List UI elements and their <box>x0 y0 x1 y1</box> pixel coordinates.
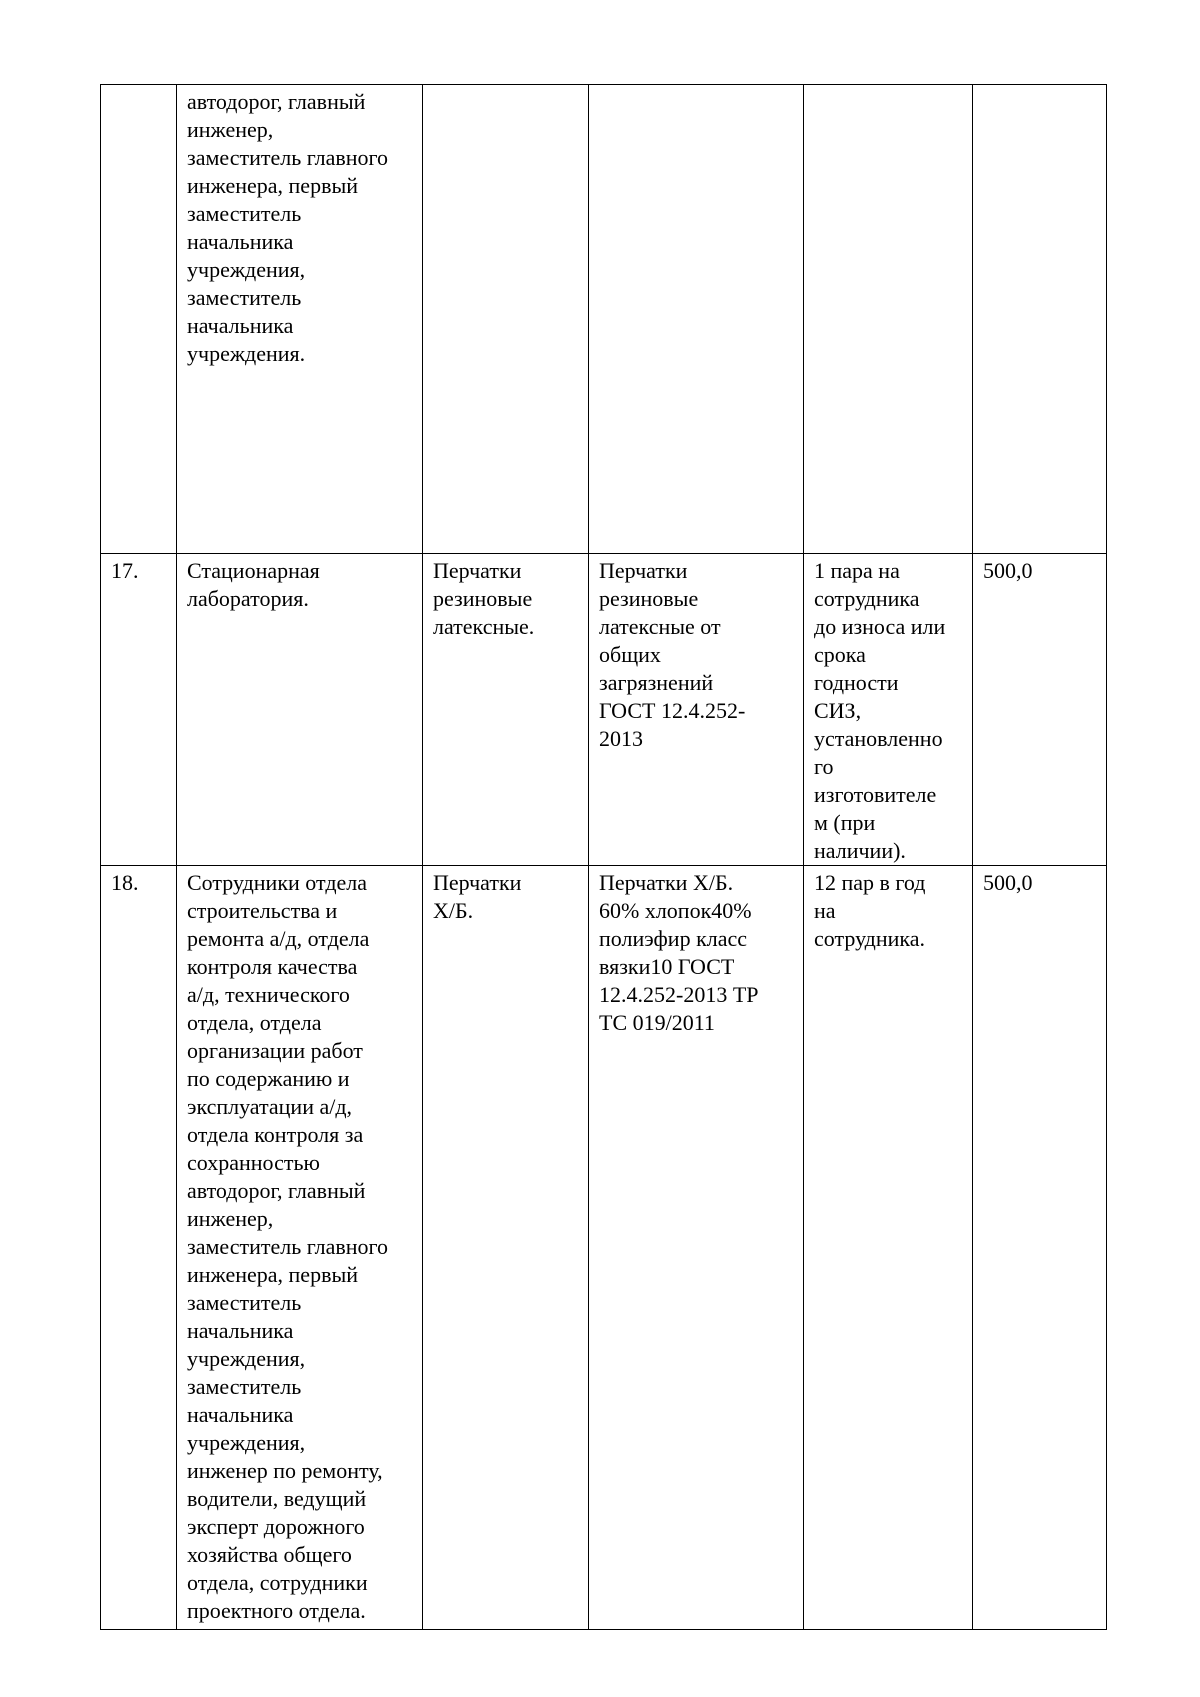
table-row <box>101 866 1107 1630</box>
row-number: 17. <box>101 554 177 866</box>
ppe-item <box>423 85 589 554</box>
price: 500,0 <box>973 866 1107 1630</box>
table-row <box>101 85 1107 554</box>
issue-norm: 1 пара на сотрудника до износа или срока годности СИЗ, установленно го изготовителе м (при наличии). <box>804 554 973 866</box>
ppe-specification: Перчатки резиновые латексные от общих загрязнений ГОСТ 12.4.252- 2013 <box>589 554 804 866</box>
ppe-specification <box>589 85 804 554</box>
row-number <box>101 85 177 554</box>
employee-category: Стационарная лаборатория. <box>177 554 423 866</box>
ppe-item: Перчатки резиновые латексные. <box>423 554 589 866</box>
issue-norm: 12 пар в год на сотрудника. <box>804 866 973 1630</box>
ppe-norms-table <box>100 84 1107 1630</box>
issue-norm <box>804 85 973 554</box>
ppe-specification: Перчатки Х/Б. 60% хлопок40% полиэфир класс вязки10 ГОСТ 12.4.252-2013 ТР ТС 019/2011 <box>589 866 804 1630</box>
price <box>973 85 1107 554</box>
price: 500,0 <box>973 554 1107 866</box>
row-number: 18. <box>101 866 177 1630</box>
ppe-item: Перчатки Х/Б. <box>423 866 589 1630</box>
table-row <box>101 554 1107 866</box>
employee-category: Сотрудники отдела строительства и ремонта а/д, отдела контроля качества а/д, технического отдела, отдела организации работ по содержанию и эксплуатации а/д, отдела контроля за сохранностью автодорог, главный инженер, заместитель главного инженера, первый заместитель начальника учреждения, заместитель начальника учреждения, инженер по ремонту, водители, ведущий эксперт дорожного хозяйства общего отдела, сотрудники проектного отдела. <box>177 866 423 1630</box>
employee-category: автодорог, главный инженер, заместитель главного инженера, первый заместитель начальника учреждения, заместитель начальника учреждения. <box>177 85 423 554</box>
